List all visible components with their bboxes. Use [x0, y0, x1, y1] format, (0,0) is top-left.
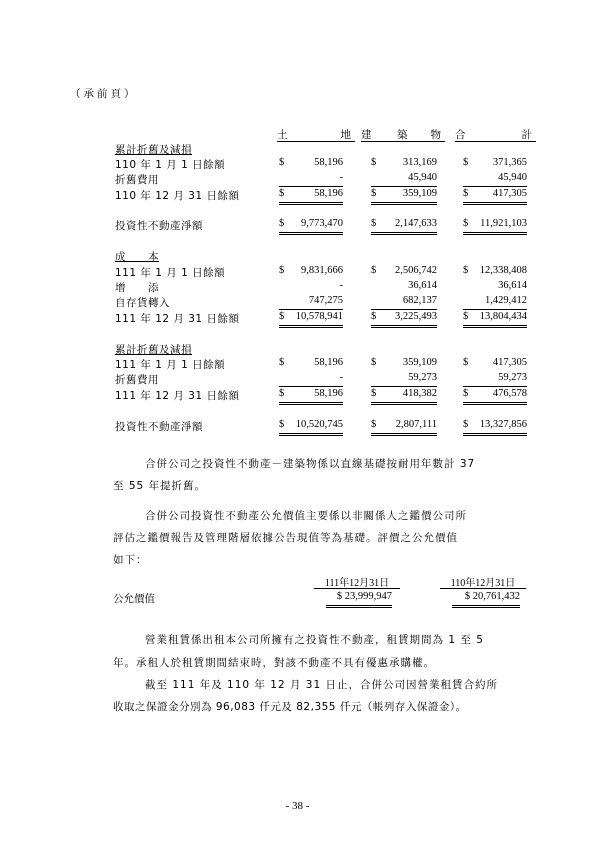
table-row — [0, 172, 595, 186]
currency: $ — [463, 419, 469, 430]
fair-value-header-2021: 110年12月31日 — [440, 574, 526, 589]
value-total: 476,578 — [492, 388, 527, 399]
currency: $ — [371, 265, 377, 276]
value-land: 10,578,941 — [295, 311, 343, 322]
paragraph-line: 合併公司之投資性不動產－建築物係以直線基礎按耐用年數計 37 — [145, 458, 476, 470]
value-land: 58,196 — [314, 188, 343, 199]
table-row — [0, 311, 595, 325]
header-land-char-2: 地 — [340, 129, 351, 141]
header-total-char-2: 計 — [521, 129, 532, 141]
table-row — [0, 357, 595, 371]
paragraph-line: 年。承租人於租賃期間結束時，對該不動產不具有優惠承購權。 — [113, 657, 435, 669]
paragraph-line: 營業租賃係出租本公司所擁有之投資性不動產，租賃期間為 1 至 5 — [145, 634, 484, 646]
value-building: 682,137 — [402, 295, 437, 306]
table-row — [0, 157, 595, 171]
row-label: 增 添 — [115, 282, 159, 294]
paragraph-line: 至 55 年提折舊。 — [113, 480, 207, 492]
header-building-char-2: 築 — [397, 129, 408, 141]
value-total: 36,614 — [498, 280, 527, 291]
currency: $ — [463, 388, 469, 399]
value-building: 36,614 — [408, 280, 437, 291]
net-row — [0, 218, 595, 232]
value-building: 2,506,742 — [395, 265, 437, 276]
row-label: 110 年 1 月 1 日餘額 — [115, 159, 226, 171]
table-row — [0, 388, 595, 402]
currency: $ — [279, 388, 285, 399]
header-land — [277, 127, 355, 142]
value-land: 10,520,745 — [295, 419, 343, 430]
value-total: 59,273 — [498, 372, 527, 383]
table-row — [0, 372, 595, 386]
value-land: - — [339, 372, 343, 383]
currency: $ — [279, 218, 285, 229]
section-title: 成 本 — [115, 251, 159, 263]
row-label: 111 年 1 月 1 日餘額 — [115, 267, 226, 279]
value-building: 2,147,633 — [395, 218, 437, 229]
value-total: 12,338,408 — [479, 265, 527, 276]
row-label: 110 年 12 月 31 日餘額 — [115, 190, 240, 202]
header-building-char-1: 建 — [361, 129, 372, 141]
header-building — [361, 127, 445, 142]
header-total-char-1: 合 — [455, 129, 466, 141]
row-label: 折舊費用 — [115, 174, 159, 186]
section-title: 累計折舊及減損 — [115, 144, 192, 156]
continued-note: （承前頁） — [70, 88, 138, 100]
currency: $ — [463, 218, 469, 229]
value-building: 59,273 — [408, 372, 437, 383]
value-land: 58,196 — [314, 157, 343, 168]
fair-value-2022-amount: $ 23,999,947 — [336, 591, 392, 602]
value-land: - — [339, 172, 343, 183]
value-total: 13,804,434 — [479, 311, 527, 322]
row-label: 投資性不動產淨額 — [115, 220, 203, 232]
fair-value-2021 — [452, 591, 520, 608]
value-building: 45,940 — [408, 172, 437, 183]
value-total: 13,327,856 — [479, 419, 527, 430]
value-land: 747,275 — [308, 295, 343, 306]
header-building-char-3: 物 — [430, 129, 441, 141]
paragraph-line: 合併公司投資性不動產公允價值主要係以非關係人之鑑價公司所 — [145, 510, 467, 522]
value-total: 1,429,412 — [485, 295, 527, 306]
table-row — [0, 265, 595, 279]
currency: $ — [279, 157, 285, 168]
row-label: 自存貨轉入 — [115, 297, 170, 309]
value-land: 58,196 — [314, 388, 343, 399]
currency: $ — [371, 419, 377, 430]
currency: $ — [463, 157, 469, 168]
currency: $ — [371, 388, 377, 399]
value-total: 11,921,103 — [480, 218, 527, 229]
currency: $ — [371, 157, 377, 168]
currency: $ — [371, 357, 377, 368]
page-number: - 38 - — [285, 800, 310, 812]
currency: $ — [371, 218, 377, 229]
currency: $ — [463, 265, 469, 276]
currency: $ — [279, 265, 285, 276]
value-land: 58,196 — [314, 357, 343, 368]
currency: $ — [279, 357, 285, 368]
net-row — [0, 419, 595, 433]
table-row — [0, 295, 595, 309]
row-label: 111 年 12 月 31 日餘額 — [115, 390, 240, 402]
value-building: 3,225,493 — [395, 311, 437, 322]
table-row — [0, 280, 595, 294]
currency: $ — [279, 311, 285, 322]
value-building: 2,807,111 — [395, 419, 437, 430]
paragraph-line: 截至 111 年及 110 年 12 月 31 日止，合併公司因營業租賃合約所 — [145, 679, 499, 691]
currency: $ — [279, 188, 285, 199]
value-land: 9,773,470 — [301, 218, 343, 229]
currency: $ — [463, 357, 469, 368]
currency: $ — [463, 311, 469, 322]
row-label: 折舊費用 — [115, 374, 159, 386]
value-total: 417,305 — [492, 188, 527, 199]
paragraph-line: 評估之鑑價報告及管理階層依據公告現值等為基礎。評價之公允價值 — [113, 532, 458, 544]
row-label: 投資性不動產淨額 — [115, 421, 203, 433]
fair-value-label: 公允價值 — [113, 593, 155, 605]
currency: $ — [279, 419, 285, 430]
value-total: 45,940 — [498, 172, 527, 183]
currency: $ — [463, 188, 469, 199]
value-total: 417,305 — [492, 357, 527, 368]
value-land: 9,831,666 — [301, 265, 343, 276]
currency: $ — [371, 311, 377, 322]
paragraph-line: 如下： — [113, 554, 148, 566]
table-row — [0, 188, 595, 202]
header-total — [455, 127, 536, 142]
fair-value-2021-amount: $ 20,761,432 — [464, 591, 520, 602]
row-label: 111 年 12 月 31 日餘額 — [115, 313, 240, 325]
value-land: - — [339, 280, 343, 291]
currency: $ — [371, 188, 377, 199]
value-building: 359,109 — [402, 357, 437, 368]
fair-value-header-2022: 111年12月31日 — [314, 574, 400, 589]
value-building: 418,382 — [402, 388, 437, 399]
fair-value-2022 — [326, 591, 392, 608]
section-title: 累計折舊及減損 — [115, 344, 192, 356]
row-label: 111 年 1 月 1 日餘額 — [115, 359, 226, 371]
value-building: 359,109 — [402, 188, 437, 199]
paragraph-line: 收取之保證金分別為 96,083 仟元及 82,355 仟元（帳列存入保證金）。 — [113, 701, 467, 713]
value-total: 371,365 — [492, 157, 527, 168]
value-building: 313,169 — [402, 157, 437, 168]
header-land-char-1: 土 — [277, 129, 288, 141]
